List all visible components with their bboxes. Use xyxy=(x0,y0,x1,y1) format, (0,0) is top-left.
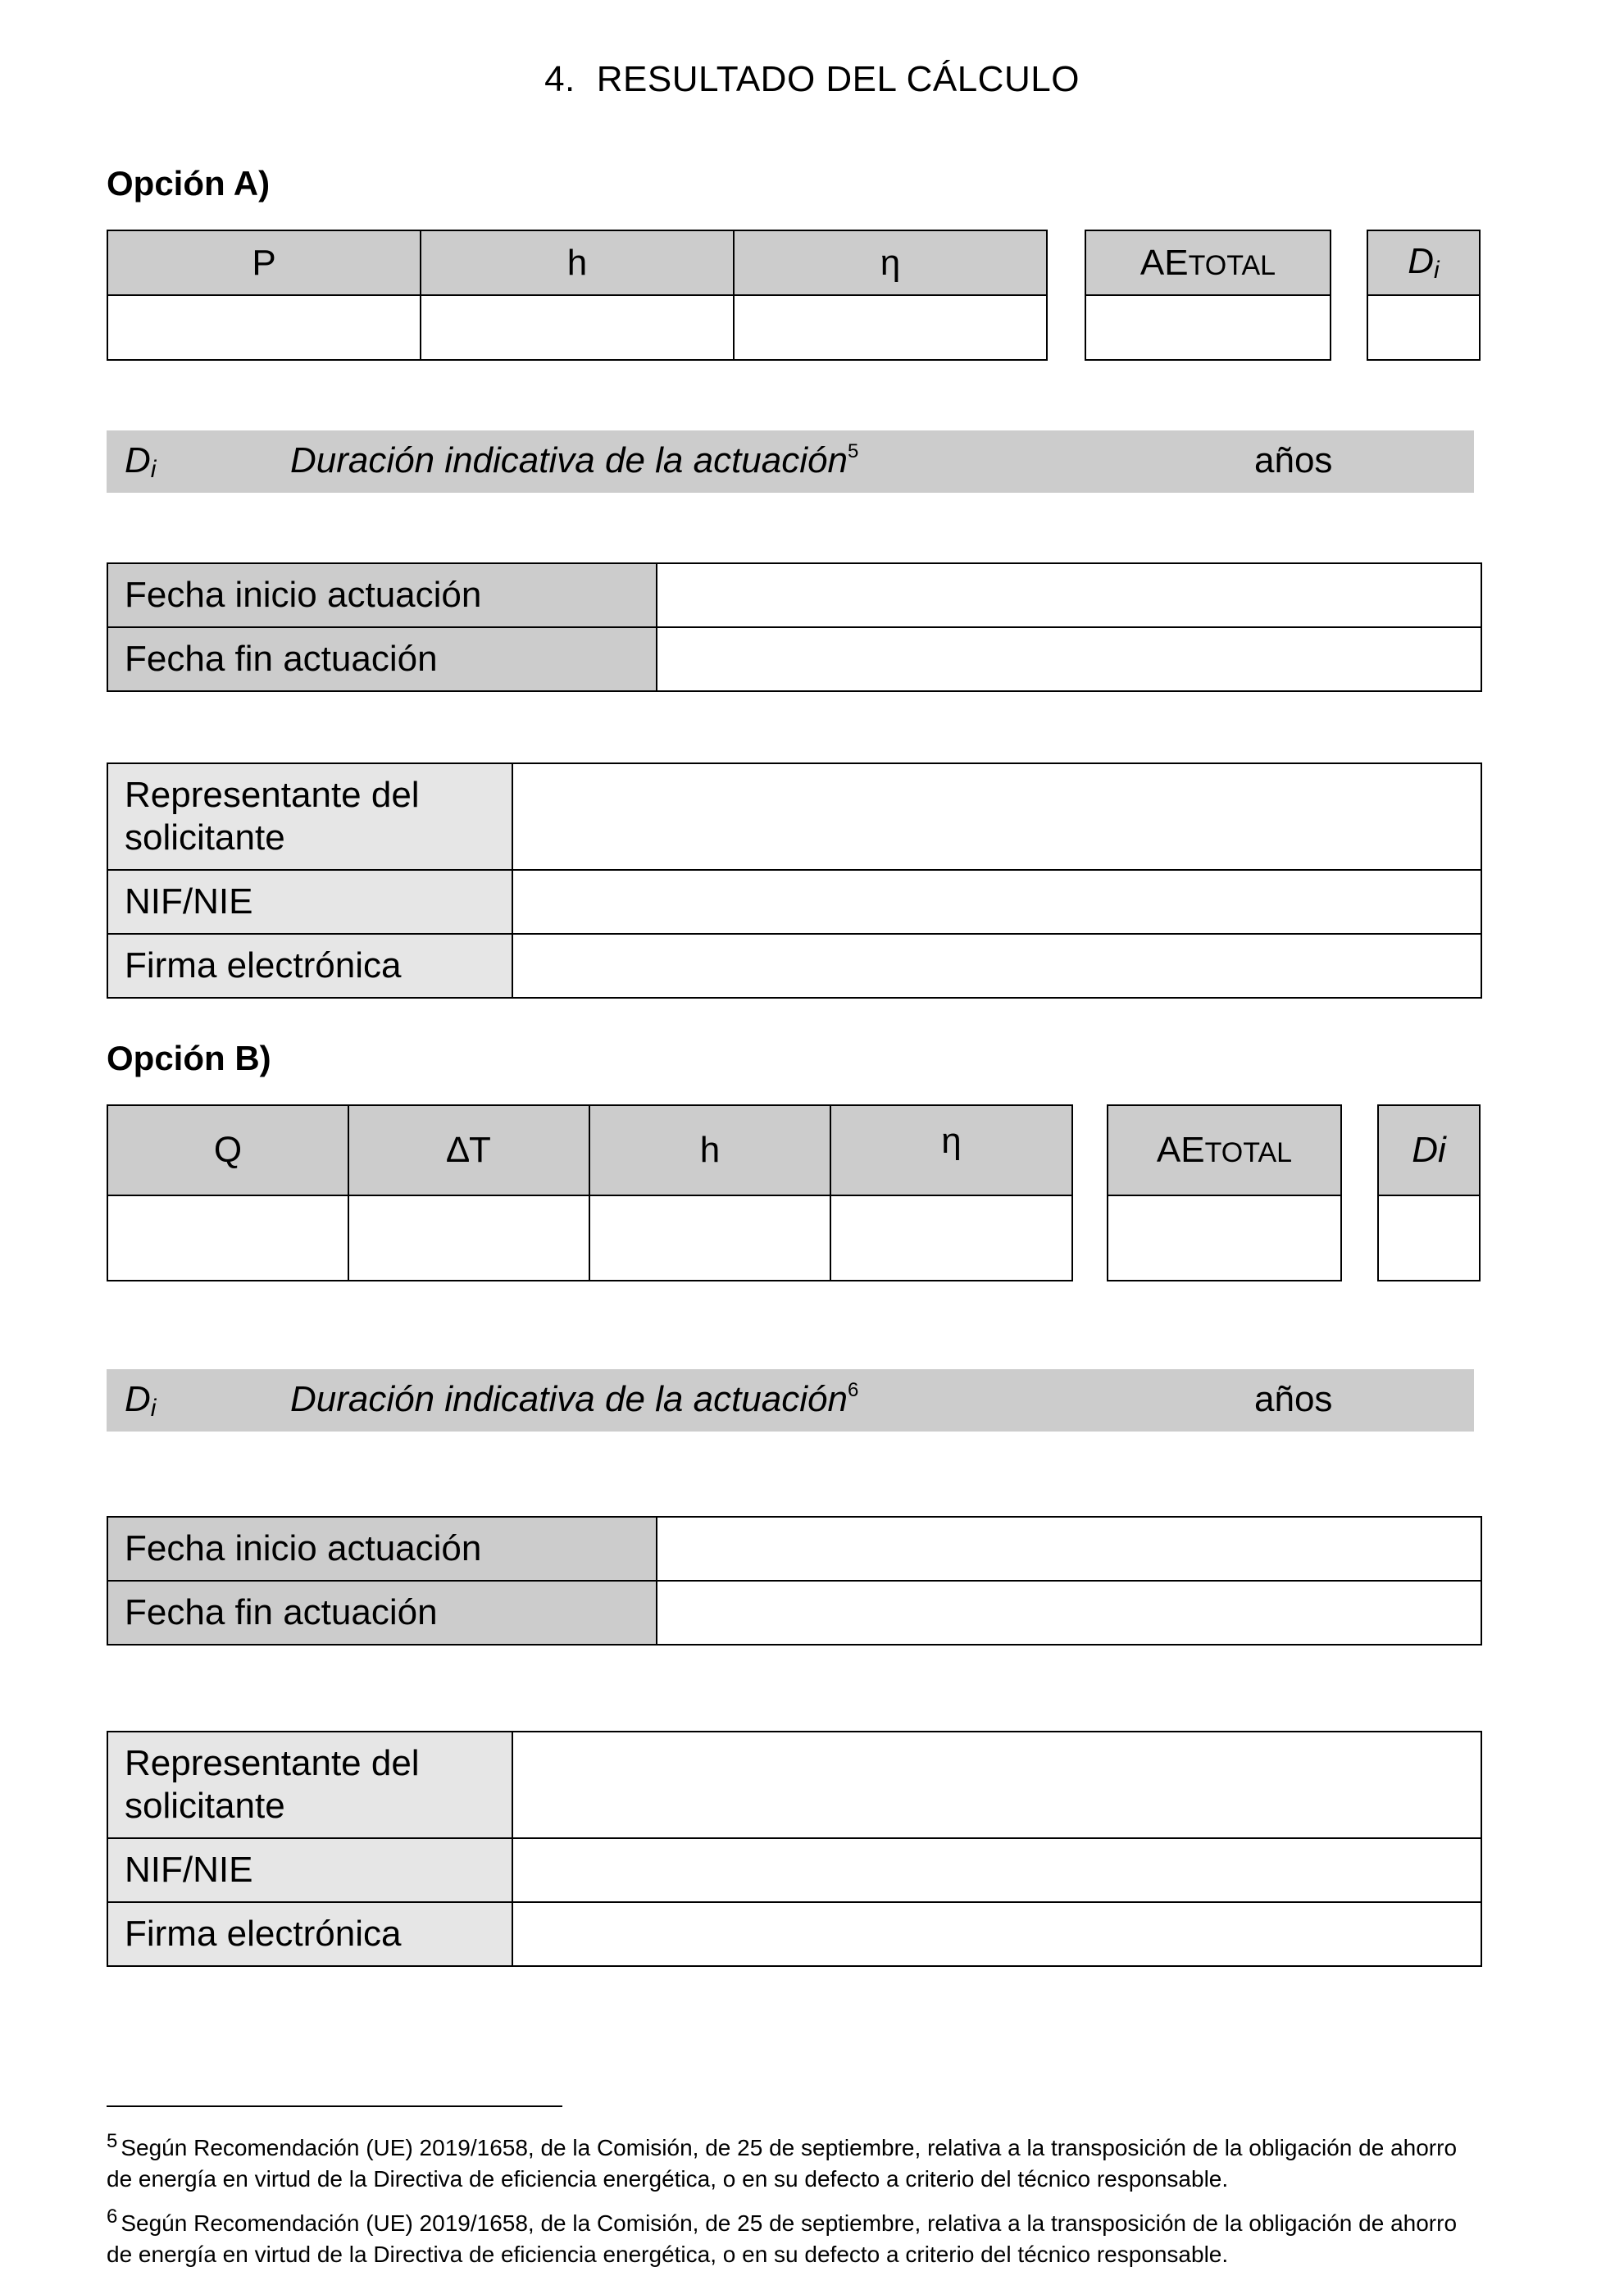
start-date-label: Fecha inicio actuación xyxy=(107,1517,657,1581)
section-title xyxy=(0,59,1624,100)
option-b-dates-table xyxy=(107,1516,1482,1646)
input-h[interactable] xyxy=(421,295,734,360)
option-b-variables-table xyxy=(107,1104,1073,1281)
header-h: h xyxy=(421,230,734,295)
header-eta: η xyxy=(734,230,1047,295)
duration-unit: años xyxy=(1254,1379,1333,1419)
end-date-label: Fecha fin actuación xyxy=(107,1581,657,1645)
end-date-field[interactable] xyxy=(657,627,1481,691)
footnote-ref-6: 6 xyxy=(847,1379,859,1401)
option-a-variables-table xyxy=(107,230,1048,361)
input-delta-t[interactable] xyxy=(348,1195,589,1281)
footnote-separator xyxy=(107,2105,562,2107)
representative-label: Representante del solicitante xyxy=(107,763,512,870)
nif-nie-field[interactable] xyxy=(512,1838,1481,1902)
header-h: h xyxy=(589,1105,830,1195)
start-date-label: Fecha inicio actuación xyxy=(107,563,657,627)
footnote-text: Según Recomendación (UE) 2019/1658, de la Comisión, de 25 de septiembre, relativa a la transposición de la obligación de ahorro de energía en virtud de la Directiva de eficiencia energética, o en su defecto a criterio del técnico responsable. xyxy=(107,2135,1458,2192)
option-a-di-table xyxy=(1367,230,1481,361)
header-ae-total: AETOTAL xyxy=(1085,230,1331,295)
section-title-text: RESULTADO DEL CÁLCULO xyxy=(596,59,1080,99)
option-a-ae-total-table xyxy=(1085,230,1331,361)
input-ae-total[interactable] xyxy=(1108,1195,1341,1281)
option-b-duration-band xyxy=(107,1369,1474,1432)
duration-symbol: $D_i$ xyxy=(125,1379,157,1422)
section-number: 4. xyxy=(544,59,575,99)
duration-label: Duración indicativa de la actuación$^6$ xyxy=(290,1379,859,1419)
input-di[interactable] xyxy=(1367,295,1480,360)
header-di: $D_i$ xyxy=(1367,230,1480,295)
electronic-signature-field[interactable] xyxy=(512,934,1481,998)
end-date-label: Fecha fin actuación xyxy=(107,627,657,691)
footnote-ref-5: 5 xyxy=(847,440,859,462)
header-q: Q xyxy=(107,1105,348,1195)
electronic-signature-label: Firma electrónica xyxy=(107,934,512,998)
duration-unit: años xyxy=(1254,440,1333,480)
input-eta[interactable] xyxy=(830,1195,1072,1281)
footnote-text: Según Recomendación (UE) 2019/1658, de la Comisión, de 25 de septiembre, relativa a la transposición de la obligación de ahorro de energía en virtud de la Directiva de eficiencia energética, o en su defecto a criterio del técnico responsable. xyxy=(107,2210,1458,2267)
option-b-ae-total-table xyxy=(1107,1104,1342,1281)
representative-field[interactable] xyxy=(512,763,1481,870)
option-a-heading: Opción A) xyxy=(107,164,271,203)
electronic-signature-field[interactable] xyxy=(512,1902,1481,1966)
option-b-heading: Opción B) xyxy=(107,1039,271,1077)
header-di: Di xyxy=(1378,1105,1480,1195)
footnote-number: 6 xyxy=(107,2205,118,2228)
nif-nie-field[interactable] xyxy=(512,870,1481,934)
duration-symbol: $D_i$ xyxy=(125,440,157,483)
header-p: P xyxy=(107,230,421,295)
nif-nie-label: NIF/NIE xyxy=(107,870,512,934)
option-a-duration-band xyxy=(107,430,1474,493)
representative-field[interactable] xyxy=(512,1732,1481,1838)
header-ae-total: AETOTAL xyxy=(1108,1105,1341,1195)
input-p[interactable] xyxy=(107,295,421,360)
footnote-5 xyxy=(107,2126,1476,2195)
footnote-6 xyxy=(107,2201,1476,2270)
start-date-field[interactable] xyxy=(657,563,1481,627)
input-h[interactable] xyxy=(589,1195,830,1281)
electronic-signature-label: Firma electrónica xyxy=(107,1902,512,1966)
option-a-dates-table xyxy=(107,562,1482,692)
duration-label: Duración indicativa de la actuación$^5$ xyxy=(290,440,859,480)
end-date-field[interactable] xyxy=(657,1581,1481,1645)
header-eta: η xyxy=(830,1105,1072,1195)
input-eta[interactable] xyxy=(734,295,1047,360)
nif-nie-label: NIF/NIE xyxy=(107,1838,512,1902)
header-delta-t: ∆T xyxy=(348,1105,589,1195)
input-q[interactable] xyxy=(107,1195,348,1281)
option-b-di-table xyxy=(1377,1104,1481,1281)
footnote-number: 5 xyxy=(107,2130,118,2152)
input-di[interactable] xyxy=(1378,1195,1480,1281)
start-date-field[interactable] xyxy=(657,1517,1481,1581)
option-b-signer-table xyxy=(107,1731,1482,1967)
option-a-signer-table xyxy=(107,762,1482,999)
representative-label: Representante del solicitante xyxy=(107,1732,512,1838)
input-ae-total[interactable] xyxy=(1085,295,1331,360)
